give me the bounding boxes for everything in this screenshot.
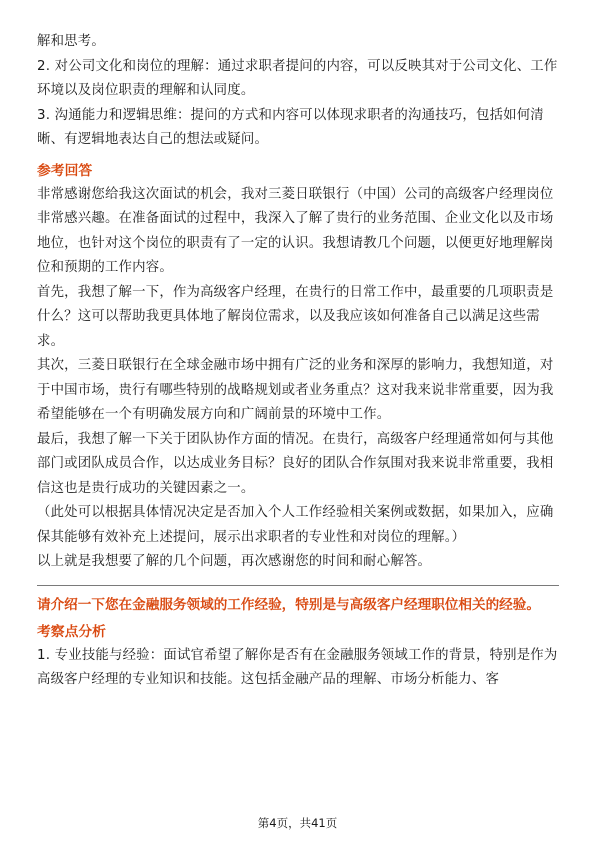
answer-paragraph: （此处可以根据具体情况决定是否加入个人工作经验相关案例或数据，如果加入，应确保其能够有效补充上述提问，展示出求职者的专业性和对岗位的理解。） (37, 505, 554, 545)
reference-answer-heading: 参考回答 (37, 162, 93, 179)
document-body (37, 30, 559, 693)
answer-paragraph: 最后，我想了解一下关于团队协作方面的情况。在贵行，高级客户经理通常如何与其他部门或团队成员合作，以达成业务目标？良好的团队合作氛围对我来说非常重要，我相信这也是贵行成功的关键因素之一。 (37, 431, 554, 496)
answer-paragraph: 以上就是我想要了解的几个问题，再次感谢您的时间和耐心解答。 (37, 554, 432, 569)
analysis-heading: 考察点分析 (37, 623, 106, 640)
list-item: 1. 专业技能与经验：面试官希望了解你是否有在金融服务领域工作的背景，特别是作为高级客户经理的专业知识和技能。这包括金融产品的理解、市场分析能力、客 (37, 647, 558, 687)
continuation-text: 解和思考。 (37, 34, 105, 49)
list-item: 2. 对公司文化和岗位的理解：通过求职者提问的内容，可以反映其对于公司文化、工作环境以及岗位职责的理解和认同度。 (37, 58, 558, 98)
list-item: 3. 沟通能力和逻辑思维：提问的方式和内容可以体现求职者的沟通技巧，包括如何清晰、有逻辑地表达自己的想法或疑问。 (37, 107, 544, 147)
section-divider (37, 585, 559, 586)
question-title: 请介绍一下您在金融服务领域的工作经验，特别是与高级客户经理职位相关的经验。 (37, 596, 540, 613)
page-number: 第4页，共41页 (257, 816, 338, 830)
answer-paragraph: 首先，我想了解一下，作为高级客户经理，在贵行的日常工作中，最重要的几项职责是什么？这可以帮助我更具体地了解岗位需求，以及我应该如何准备自己以满足这些需求。 (37, 284, 554, 349)
answer-paragraph: 其次，三菱日联银行在全球金融市场中拥有广泛的业务和深厚的影响力，我想知道，对于中国市场，贵行有哪些特别的战略规划或者业务重点？这对我来说非常重要，因为我希望能够在一个有明确发展方向和广阔前景的环境中工作。 (37, 358, 554, 422)
answer-paragraph: 非常感谢您给我这次面试的机会，我对三菱日联银行（中国）公司的高级客户经理岗位非常感兴趣。在准备面试的过程中，我深入了解了贵行的业务范围、企业文化以及市场地位，也针对这个岗位的职责有了一定的认识。我想请教几个问题，以便更好地理解岗位和预期的工作内容。 (37, 186, 554, 275)
